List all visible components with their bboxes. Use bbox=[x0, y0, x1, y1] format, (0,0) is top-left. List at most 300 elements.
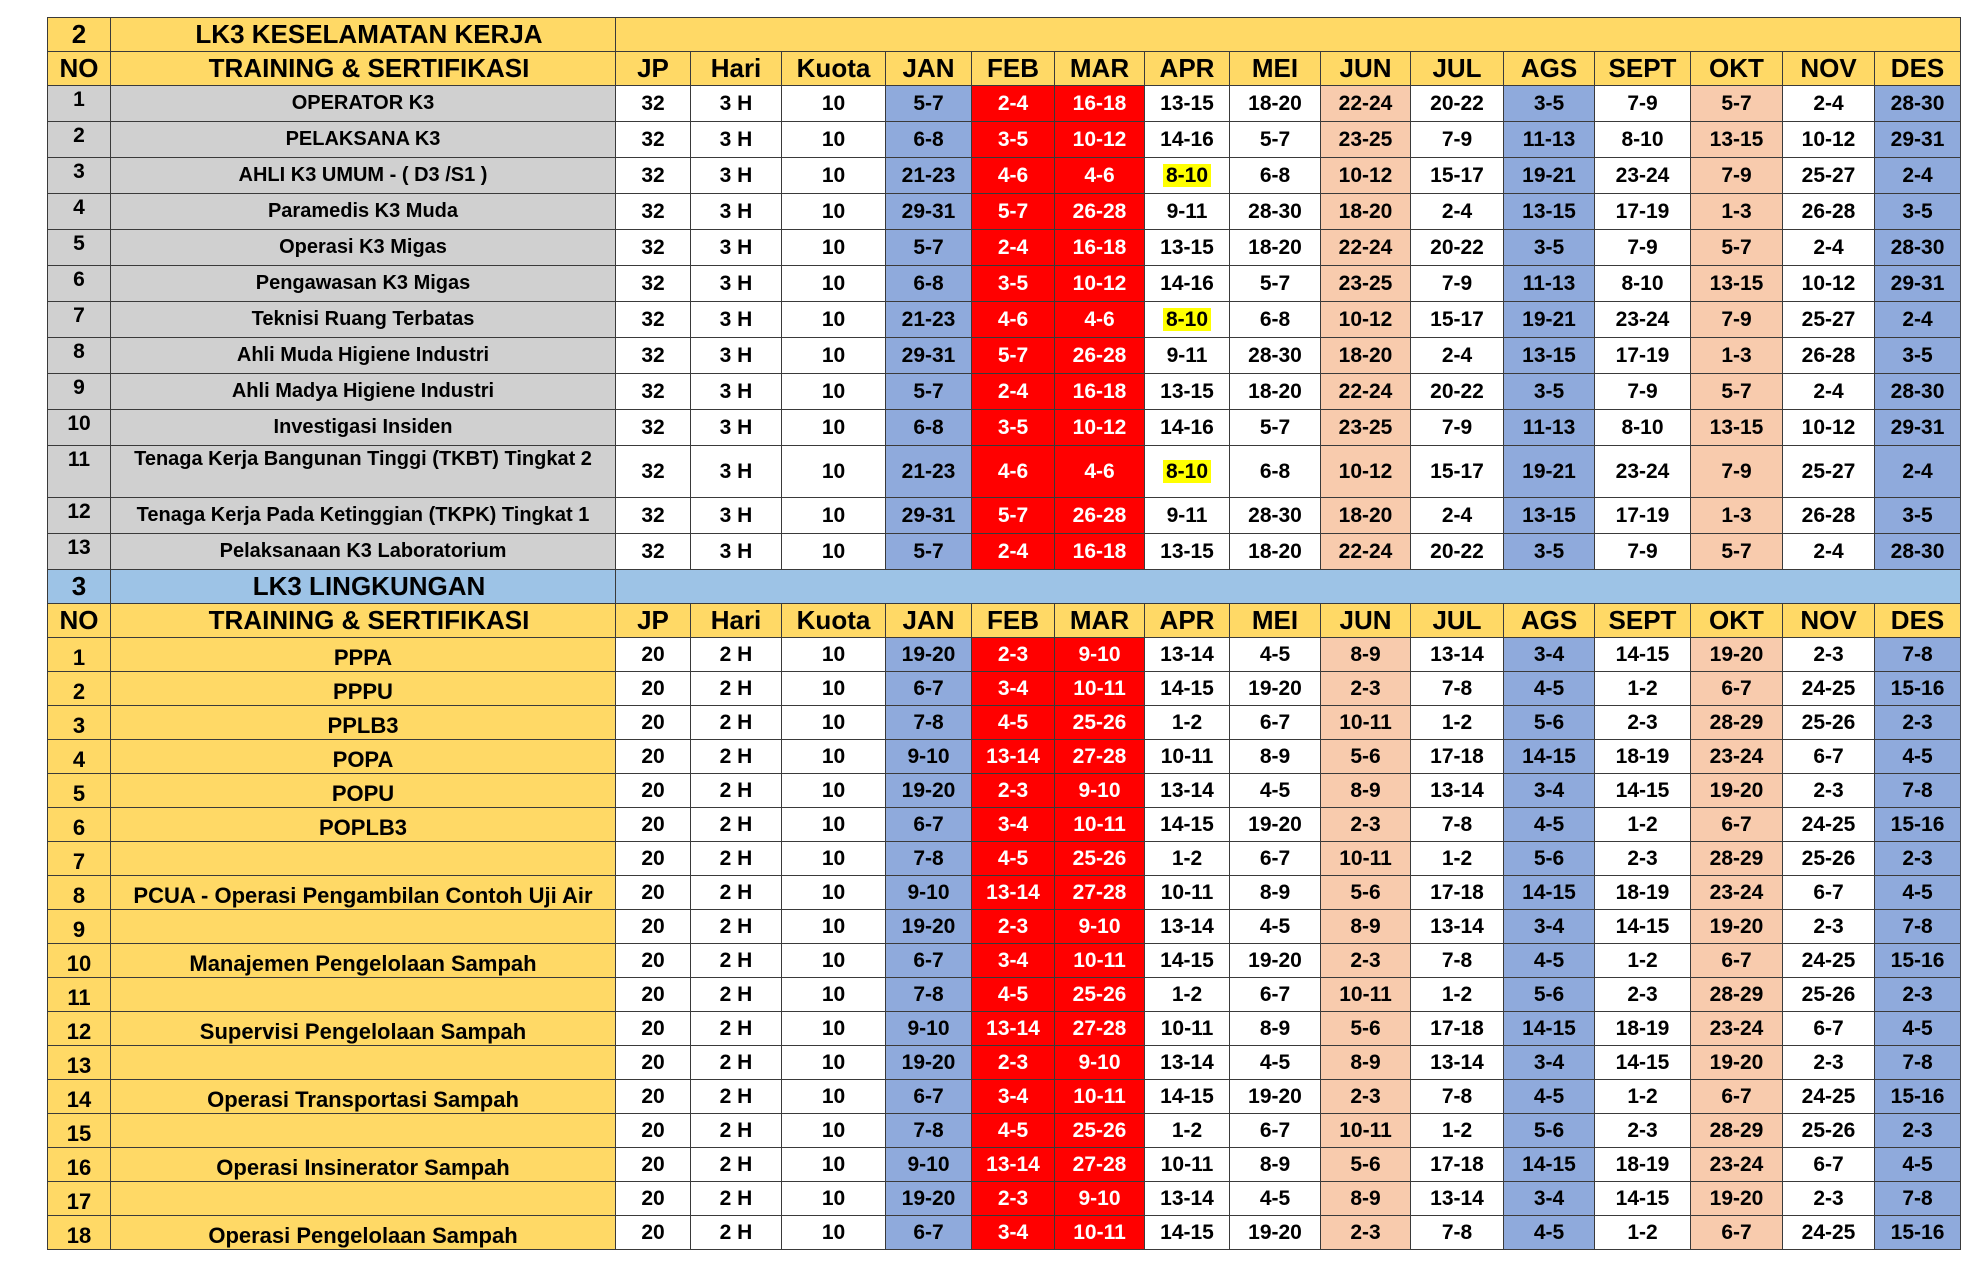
jp-value: 32 bbox=[616, 302, 691, 338]
schedule-jan: 21-23 bbox=[886, 446, 972, 498]
kuota-value: 10 bbox=[782, 1182, 886, 1216]
schedule-apr: 1-2 bbox=[1145, 706, 1230, 740]
header-month-mei: MEI bbox=[1230, 604, 1321, 638]
schedule-nov: 24-25 bbox=[1783, 808, 1875, 842]
section-number: 3 bbox=[48, 570, 111, 604]
schedule-jan: 6-8 bbox=[886, 410, 972, 446]
kuota-value: 10 bbox=[782, 86, 886, 122]
schedule-jun: 5-6 bbox=[1321, 740, 1411, 774]
header-hari: Hari bbox=[691, 52, 782, 86]
schedule-des: 2-3 bbox=[1875, 706, 1961, 740]
table-row bbox=[48, 808, 1961, 842]
kuota-value: 10 bbox=[782, 410, 886, 446]
schedule-jul: 1-2 bbox=[1411, 842, 1504, 876]
hari-value: 2 H bbox=[691, 842, 782, 876]
kuota-value: 10 bbox=[782, 978, 886, 1012]
schedule-ags: 14-15 bbox=[1504, 1012, 1595, 1046]
schedule-mei: 18-20 bbox=[1230, 374, 1321, 410]
schedule-jan: 6-8 bbox=[886, 266, 972, 302]
schedule-ags: 3-4 bbox=[1504, 910, 1595, 944]
schedule-mar: 16-18 bbox=[1055, 534, 1145, 570]
schedule-mei: 6-8 bbox=[1230, 446, 1321, 498]
schedule-apr: 10-11 bbox=[1145, 1012, 1230, 1046]
kuota-value: 10 bbox=[782, 534, 886, 570]
header-month-ags: AGS bbox=[1504, 52, 1595, 86]
schedule-okt: 5-7 bbox=[1691, 534, 1783, 570]
schedule-jan: 19-20 bbox=[886, 1046, 972, 1080]
row-number: 12 bbox=[48, 498, 111, 534]
row-number: 8 bbox=[48, 876, 111, 910]
schedule-nov: 25-26 bbox=[1783, 978, 1875, 1012]
schedule-mei: 8-9 bbox=[1230, 1148, 1321, 1182]
schedule-jan: 6-7 bbox=[886, 944, 972, 978]
training-name bbox=[111, 1182, 616, 1216]
schedule-jan: 29-31 bbox=[886, 338, 972, 374]
schedule-nov: 24-25 bbox=[1783, 1216, 1875, 1250]
kuota-value: 10 bbox=[782, 1114, 886, 1148]
schedule-nov: 2-3 bbox=[1783, 910, 1875, 944]
schedule-mei: 6-7 bbox=[1230, 978, 1321, 1012]
hari-value: 3 H bbox=[691, 266, 782, 302]
column-header-row bbox=[48, 52, 1961, 86]
schedule-jul: 7-8 bbox=[1411, 1080, 1504, 1114]
hari-value: 3 H bbox=[691, 158, 782, 194]
schedule-jan: 7-8 bbox=[886, 706, 972, 740]
jp-value: 20 bbox=[616, 1114, 691, 1148]
schedule-mar: 10-11 bbox=[1055, 944, 1145, 978]
highlighted-date: 8-10 bbox=[1163, 460, 1211, 483]
schedule-jun: 18-20 bbox=[1321, 498, 1411, 534]
schedule-mei: 4-5 bbox=[1230, 910, 1321, 944]
schedule-okt: 7-9 bbox=[1691, 158, 1783, 194]
table-row bbox=[48, 230, 1961, 266]
row-number: 6 bbox=[48, 266, 111, 302]
schedule-mar: 27-28 bbox=[1055, 1012, 1145, 1046]
schedule-mar: 16-18 bbox=[1055, 86, 1145, 122]
schedule-apr: 13-14 bbox=[1145, 774, 1230, 808]
lk3-keselamatan-kerja-section bbox=[48, 18, 1961, 570]
jp-value: 20 bbox=[616, 978, 691, 1012]
training-name: Supervisi Pengelolaan Sampah bbox=[111, 1012, 616, 1046]
schedule-okt: 6-7 bbox=[1691, 1216, 1783, 1250]
jp-value: 20 bbox=[616, 638, 691, 672]
schedule-okt: 1-3 bbox=[1691, 338, 1783, 374]
schedule-des: 29-31 bbox=[1875, 122, 1961, 158]
schedule-apr: 14-16 bbox=[1145, 410, 1230, 446]
schedule-ags: 5-6 bbox=[1504, 1114, 1595, 1148]
header-month-des: DES bbox=[1875, 604, 1961, 638]
row-number: 9 bbox=[48, 910, 111, 944]
schedule-jun: 8-9 bbox=[1321, 638, 1411, 672]
schedule-feb: 3-4 bbox=[972, 944, 1055, 978]
schedule-feb: 2-3 bbox=[972, 1046, 1055, 1080]
schedule-mei: 18-20 bbox=[1230, 230, 1321, 266]
schedule-sept: 8-10 bbox=[1595, 266, 1691, 302]
schedule-jul: 17-18 bbox=[1411, 1012, 1504, 1046]
kuota-value: 10 bbox=[782, 122, 886, 158]
schedule-mar: 16-18 bbox=[1055, 374, 1145, 410]
schedule-mei: 28-30 bbox=[1230, 338, 1321, 374]
schedule-sept: 14-15 bbox=[1595, 638, 1691, 672]
table-row bbox=[48, 1114, 1961, 1148]
schedule-jun: 22-24 bbox=[1321, 374, 1411, 410]
row-number: 11 bbox=[48, 446, 111, 498]
table-row bbox=[48, 672, 1961, 706]
schedule-jan: 19-20 bbox=[886, 910, 972, 944]
schedule-jul: 15-17 bbox=[1411, 302, 1504, 338]
schedule-feb: 3-4 bbox=[972, 1216, 1055, 1250]
schedule-apr: 13-14 bbox=[1145, 638, 1230, 672]
hari-value: 3 H bbox=[691, 122, 782, 158]
schedule-ags: 3-4 bbox=[1504, 638, 1595, 672]
schedule-des: 4-5 bbox=[1875, 876, 1961, 910]
hari-value: 2 H bbox=[691, 1148, 782, 1182]
section-title: LK3 LINGKUNGAN bbox=[111, 570, 616, 604]
hari-value: 2 H bbox=[691, 638, 782, 672]
schedule-apr: 1-2 bbox=[1145, 978, 1230, 1012]
schedule-nov: 25-26 bbox=[1783, 706, 1875, 740]
hari-value: 2 H bbox=[691, 1012, 782, 1046]
row-number: 2 bbox=[48, 672, 111, 706]
schedule-des: 4-5 bbox=[1875, 1148, 1961, 1182]
schedule-jul: 7-9 bbox=[1411, 266, 1504, 302]
schedule-ags: 3-4 bbox=[1504, 774, 1595, 808]
schedule-jan: 5-7 bbox=[886, 86, 972, 122]
training-name: PPPA bbox=[111, 638, 616, 672]
schedule-nov: 10-12 bbox=[1783, 266, 1875, 302]
schedule-nov: 26-28 bbox=[1783, 338, 1875, 374]
schedule-feb: 3-5 bbox=[972, 266, 1055, 302]
hari-value: 2 H bbox=[691, 944, 782, 978]
schedule-apr: 13-14 bbox=[1145, 1046, 1230, 1080]
training-name bbox=[111, 842, 616, 876]
row-number: 4 bbox=[48, 740, 111, 774]
training-name: Operasi Pengelolaan Sampah bbox=[111, 1216, 616, 1250]
schedule-nov: 2-3 bbox=[1783, 1182, 1875, 1216]
schedule-okt: 13-15 bbox=[1691, 410, 1783, 446]
schedule-jun: 22-24 bbox=[1321, 230, 1411, 266]
kuota-value: 10 bbox=[782, 374, 886, 410]
training-name: POPU bbox=[111, 774, 616, 808]
schedule-jan: 7-8 bbox=[886, 1114, 972, 1148]
hari-value: 2 H bbox=[691, 672, 782, 706]
header-month-des: DES bbox=[1875, 52, 1961, 86]
row-number: 14 bbox=[48, 1080, 111, 1114]
schedule-okt: 23-24 bbox=[1691, 1148, 1783, 1182]
schedule-okt: 19-20 bbox=[1691, 774, 1783, 808]
kuota-value: 10 bbox=[782, 842, 886, 876]
schedule-jul: 7-9 bbox=[1411, 122, 1504, 158]
schedule-okt: 6-7 bbox=[1691, 672, 1783, 706]
kuota-value: 10 bbox=[782, 706, 886, 740]
header-month-jul: JUL bbox=[1411, 52, 1504, 86]
schedule-feb: 3-4 bbox=[972, 808, 1055, 842]
schedule-ags: 3-5 bbox=[1504, 534, 1595, 570]
schedule-mar: 26-28 bbox=[1055, 194, 1145, 230]
table-row bbox=[48, 374, 1961, 410]
header-kuota: Kuota bbox=[782, 604, 886, 638]
schedule-des: 2-4 bbox=[1875, 446, 1961, 498]
schedule-jun: 2-3 bbox=[1321, 1080, 1411, 1114]
training-name bbox=[111, 1114, 616, 1148]
schedule-jan: 7-8 bbox=[886, 978, 972, 1012]
jp-value: 32 bbox=[616, 266, 691, 302]
table-row bbox=[48, 910, 1961, 944]
header-jp: JP bbox=[616, 52, 691, 86]
schedule-mei: 19-20 bbox=[1230, 944, 1321, 978]
table-row bbox=[48, 1216, 1961, 1250]
schedule-jul: 7-8 bbox=[1411, 1216, 1504, 1250]
header-month-jan: JAN bbox=[886, 52, 972, 86]
table-row bbox=[48, 842, 1961, 876]
schedule-apr: 13-15 bbox=[1145, 374, 1230, 410]
schedule-feb: 3-4 bbox=[972, 1080, 1055, 1114]
hari-value: 2 H bbox=[691, 978, 782, 1012]
schedule-apr bbox=[1145, 446, 1230, 498]
hari-value: 3 H bbox=[691, 86, 782, 122]
schedule-ags: 11-13 bbox=[1504, 122, 1595, 158]
table-row bbox=[48, 876, 1961, 910]
training-name bbox=[111, 910, 616, 944]
hari-value: 2 H bbox=[691, 1216, 782, 1250]
schedule-mar: 9-10 bbox=[1055, 638, 1145, 672]
schedule-sept: 1-2 bbox=[1595, 672, 1691, 706]
schedule-jul: 7-9 bbox=[1411, 410, 1504, 446]
schedule-jan: 6-7 bbox=[886, 1216, 972, 1250]
table-row bbox=[48, 1080, 1961, 1114]
schedule-ags: 5-6 bbox=[1504, 842, 1595, 876]
schedule-mei: 19-20 bbox=[1230, 1216, 1321, 1250]
schedule-sept: 18-19 bbox=[1595, 740, 1691, 774]
schedule-jul: 7-8 bbox=[1411, 808, 1504, 842]
schedule-feb: 4-5 bbox=[972, 706, 1055, 740]
schedule-feb: 4-6 bbox=[972, 302, 1055, 338]
training-name: Pelaksanaan K3 Laboratorium bbox=[111, 534, 616, 570]
kuota-value: 10 bbox=[782, 338, 886, 374]
schedule-mar: 27-28 bbox=[1055, 876, 1145, 910]
hari-value: 2 H bbox=[691, 910, 782, 944]
kuota-value: 10 bbox=[782, 158, 886, 194]
schedule-jun: 10-11 bbox=[1321, 1114, 1411, 1148]
schedule-okt: 19-20 bbox=[1691, 638, 1783, 672]
hari-value: 2 H bbox=[691, 808, 782, 842]
schedule-jun: 2-3 bbox=[1321, 944, 1411, 978]
kuota-value: 10 bbox=[782, 808, 886, 842]
schedule-apr: 14-16 bbox=[1145, 266, 1230, 302]
schedule-mei: 28-30 bbox=[1230, 194, 1321, 230]
schedule-ags: 13-15 bbox=[1504, 498, 1595, 534]
hari-value: 2 H bbox=[691, 1080, 782, 1114]
schedule-sept: 7-9 bbox=[1595, 374, 1691, 410]
schedule-des: 15-16 bbox=[1875, 808, 1961, 842]
schedule-jul: 1-2 bbox=[1411, 1114, 1504, 1148]
schedule-jan: 19-20 bbox=[886, 638, 972, 672]
schedule-mar: 27-28 bbox=[1055, 740, 1145, 774]
training-name: Tenaga Kerja Pada Ketinggian (TKPK) Tingkat 1 bbox=[111, 498, 616, 534]
schedule-mar: 26-28 bbox=[1055, 338, 1145, 374]
schedule-feb: 2-3 bbox=[972, 1182, 1055, 1216]
schedule-jun: 8-9 bbox=[1321, 910, 1411, 944]
schedule-apr bbox=[1145, 158, 1230, 194]
jp-value: 20 bbox=[616, 1216, 691, 1250]
jp-value: 20 bbox=[616, 740, 691, 774]
schedule-des: 2-3 bbox=[1875, 842, 1961, 876]
schedule-mei: 5-7 bbox=[1230, 266, 1321, 302]
schedule-feb: 13-14 bbox=[972, 740, 1055, 774]
jp-value: 32 bbox=[616, 498, 691, 534]
schedule-jul: 13-14 bbox=[1411, 774, 1504, 808]
training-name bbox=[111, 978, 616, 1012]
header-training: TRAINING & SERTIFIKASI bbox=[111, 604, 616, 638]
schedule-feb: 4-5 bbox=[972, 1114, 1055, 1148]
kuota-value: 10 bbox=[782, 944, 886, 978]
schedule-des: 28-30 bbox=[1875, 534, 1961, 570]
schedule-mar: 25-26 bbox=[1055, 706, 1145, 740]
schedule-mar: 10-11 bbox=[1055, 1216, 1145, 1250]
schedule-apr: 9-11 bbox=[1145, 194, 1230, 230]
schedule-jun: 22-24 bbox=[1321, 534, 1411, 570]
schedule-apr: 13-14 bbox=[1145, 1182, 1230, 1216]
jp-value: 32 bbox=[616, 534, 691, 570]
schedule-mei: 18-20 bbox=[1230, 534, 1321, 570]
schedule-nov: 26-28 bbox=[1783, 498, 1875, 534]
schedule-jun: 22-24 bbox=[1321, 86, 1411, 122]
schedule-des: 2-4 bbox=[1875, 158, 1961, 194]
table-row bbox=[48, 740, 1961, 774]
table-row bbox=[48, 706, 1961, 740]
schedule-mei: 4-5 bbox=[1230, 1182, 1321, 1216]
schedule-jul: 15-17 bbox=[1411, 446, 1504, 498]
schedule-jul: 1-2 bbox=[1411, 706, 1504, 740]
schedule-jan: 5-7 bbox=[886, 374, 972, 410]
schedule-nov: 6-7 bbox=[1783, 1148, 1875, 1182]
schedule-sept: 18-19 bbox=[1595, 876, 1691, 910]
hari-value: 3 H bbox=[691, 302, 782, 338]
schedule-okt: 7-9 bbox=[1691, 302, 1783, 338]
schedule-jan: 5-7 bbox=[886, 534, 972, 570]
schedule-feb: 5-7 bbox=[972, 498, 1055, 534]
schedule-jul: 20-22 bbox=[1411, 230, 1504, 266]
hari-value: 2 H bbox=[691, 1114, 782, 1148]
training-name: Tenaga Kerja Bangunan Tinggi (TKBT) Tingkat 2 bbox=[111, 446, 616, 498]
schedule-nov: 2-3 bbox=[1783, 1046, 1875, 1080]
row-number: 11 bbox=[48, 978, 111, 1012]
schedule-okt: 28-29 bbox=[1691, 1114, 1783, 1148]
schedule-sept: 1-2 bbox=[1595, 808, 1691, 842]
hari-value: 3 H bbox=[691, 410, 782, 446]
schedule-ags: 19-21 bbox=[1504, 302, 1595, 338]
schedule-nov: 26-28 bbox=[1783, 194, 1875, 230]
hari-value: 2 H bbox=[691, 1046, 782, 1080]
schedule-apr: 14-15 bbox=[1145, 1216, 1230, 1250]
kuota-value: 10 bbox=[782, 302, 886, 338]
schedule-nov: 2-3 bbox=[1783, 638, 1875, 672]
hari-value: 3 H bbox=[691, 230, 782, 266]
schedule-jul: 20-22 bbox=[1411, 534, 1504, 570]
jp-value: 20 bbox=[616, 706, 691, 740]
schedule-nov: 25-26 bbox=[1783, 842, 1875, 876]
table-row bbox=[48, 498, 1961, 534]
row-number: 15 bbox=[48, 1114, 111, 1148]
table-row bbox=[48, 338, 1961, 374]
schedule-des: 7-8 bbox=[1875, 638, 1961, 672]
jp-value: 32 bbox=[616, 230, 691, 266]
schedule-jan: 21-23 bbox=[886, 302, 972, 338]
schedule-okt: 28-29 bbox=[1691, 842, 1783, 876]
schedule-jun: 8-9 bbox=[1321, 774, 1411, 808]
jp-value: 32 bbox=[616, 338, 691, 374]
training-name: AHLI K3 UMUM - ( D3 /S1 ) bbox=[111, 158, 616, 194]
schedule-apr: 10-11 bbox=[1145, 740, 1230, 774]
table-row bbox=[48, 194, 1961, 230]
hari-value: 2 H bbox=[691, 1182, 782, 1216]
kuota-value: 10 bbox=[782, 910, 886, 944]
schedule-des: 15-16 bbox=[1875, 672, 1961, 706]
jp-value: 32 bbox=[616, 158, 691, 194]
highlighted-date: 8-10 bbox=[1163, 164, 1211, 187]
schedule-jul: 15-17 bbox=[1411, 158, 1504, 194]
header-kuota: Kuota bbox=[782, 52, 886, 86]
row-number: 3 bbox=[48, 706, 111, 740]
table-row bbox=[48, 122, 1961, 158]
schedule-sept: 7-9 bbox=[1595, 534, 1691, 570]
header-month-jul: JUL bbox=[1411, 604, 1504, 638]
table-row bbox=[48, 978, 1961, 1012]
schedule-feb: 5-7 bbox=[972, 194, 1055, 230]
schedule-sept: 7-9 bbox=[1595, 230, 1691, 266]
training-name: PPLB3 bbox=[111, 706, 616, 740]
schedule-sept: 2-3 bbox=[1595, 1114, 1691, 1148]
header-month-okt: OKT bbox=[1691, 52, 1783, 86]
training-name: Paramedis K3 Muda bbox=[111, 194, 616, 230]
schedule-feb: 13-14 bbox=[972, 876, 1055, 910]
table-row bbox=[48, 774, 1961, 808]
jp-value: 32 bbox=[616, 86, 691, 122]
schedule-jan: 6-7 bbox=[886, 808, 972, 842]
schedule-mar: 26-28 bbox=[1055, 498, 1145, 534]
schedule-okt: 13-15 bbox=[1691, 122, 1783, 158]
schedule-sept: 23-24 bbox=[1595, 158, 1691, 194]
training-name: Pengawasan K3 Migas bbox=[111, 266, 616, 302]
kuota-value: 10 bbox=[782, 876, 886, 910]
jp-value: 32 bbox=[616, 194, 691, 230]
table-row bbox=[48, 1182, 1961, 1216]
schedule-ags: 11-13 bbox=[1504, 266, 1595, 302]
schedule-okt: 23-24 bbox=[1691, 876, 1783, 910]
row-number: 13 bbox=[48, 1046, 111, 1080]
schedule-feb: 3-5 bbox=[972, 410, 1055, 446]
schedule-jul: 20-22 bbox=[1411, 374, 1504, 410]
schedule-okt: 13-15 bbox=[1691, 266, 1783, 302]
schedule-mei: 28-30 bbox=[1230, 498, 1321, 534]
schedule-jun: 10-11 bbox=[1321, 706, 1411, 740]
jp-value: 20 bbox=[616, 842, 691, 876]
schedule-mar: 10-11 bbox=[1055, 672, 1145, 706]
jp-value: 20 bbox=[616, 1080, 691, 1114]
schedule-apr: 13-14 bbox=[1145, 910, 1230, 944]
schedule-ags: 13-15 bbox=[1504, 338, 1595, 374]
schedule-jun: 10-12 bbox=[1321, 302, 1411, 338]
schedule-apr: 1-2 bbox=[1145, 842, 1230, 876]
column-header-row bbox=[48, 604, 1961, 638]
schedule-jan: 6-8 bbox=[886, 122, 972, 158]
schedule-mei: 19-20 bbox=[1230, 1080, 1321, 1114]
schedule-okt: 23-24 bbox=[1691, 1012, 1783, 1046]
schedule-des: 28-30 bbox=[1875, 230, 1961, 266]
schedule-mar: 9-10 bbox=[1055, 1046, 1145, 1080]
schedule-mar: 25-26 bbox=[1055, 978, 1145, 1012]
schedule-mar: 4-6 bbox=[1055, 302, 1145, 338]
